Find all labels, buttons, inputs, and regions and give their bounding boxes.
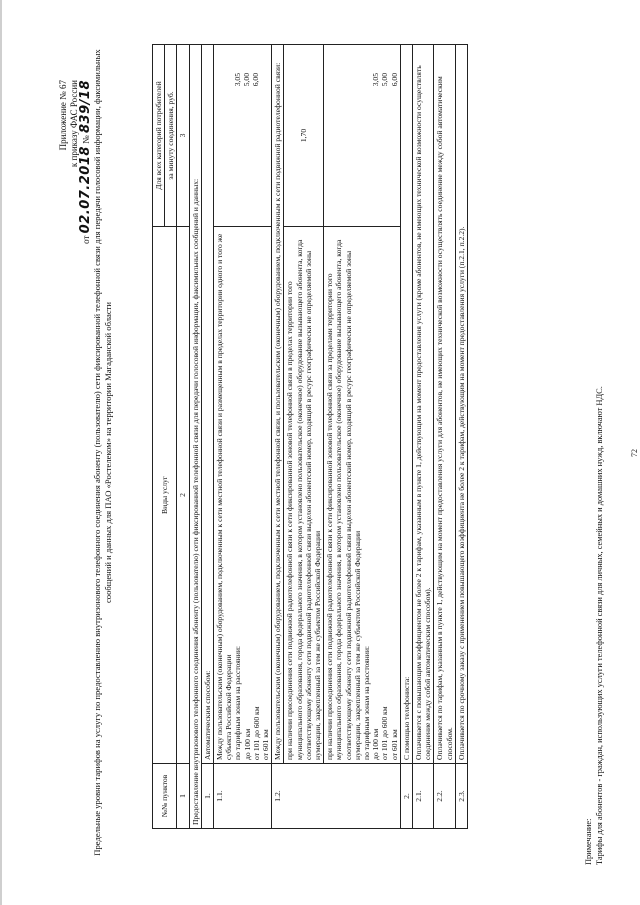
appendix-number: Приложение № 67 [58,80,68,151]
row-1-1-distance-2: от 101 до 600 км [251,706,261,760]
order-date-line [80,80,92,270]
row-1 [201,45,213,829]
section-heading: Предоставление внутризонового телефонного соединения абоненту (пользователю) сети фиксированной телефонной связи для передачи голосовой информации, факсимильных сообщений и данных: [189,45,201,829]
row-1-2-b-distance-label: по тарифным зонам на расстоянии: [362,646,372,760]
index-cell-1: 1 [177,764,189,829]
section-row [189,45,201,829]
row-2-2-number: 2.2. [434,764,455,829]
row-1-2-b-distance-2: от 101 до 600 км [380,706,390,760]
row-1-2-b-price-3: 6,00 [389,73,399,87]
row-2-number: 2. [400,764,412,829]
row-1-1-price-3: 6,00 [251,73,261,87]
row-1-text: Автоматическим способом: [201,45,213,764]
row-1-2 [272,45,284,829]
row-1-2-b-price-1: 3,05 [371,73,381,87]
row-2-3-text: Оплачивается по срочному заказу с применением повышающего коэффициента не более 2 к тарифам, действующим на момент предоставления услуги (п.2.1, п.2.2). [455,45,467,764]
row-1-2-a-text: при наличии присоединения сети подвижной радиотелефонной связи к сети фиксированной зоновой телефонной связи в пределах территории того муниципального образования, города федерального значения, в котором установлено пользовательское (оконечное) оборудование вызывающего абонента, когда соответствующему абоненту сети подвижной радиотелефонной связи выделен абонентский номер, входящий в ресурс географически не определяемой зоны нумерации, закрепленный за тем же субъектом Российской Федерации [284,227,324,764]
row-1-number: 1. [201,764,213,829]
row-2-2-text: Оплачивается по тарифам, указанным в пункте 1, действующим на момент предоставления услуги для абонентов, не имеющих технической возможности осуществлять соединение между собой автоматическим способом. [434,45,455,764]
row-1-2-number: 1.2. [272,764,401,829]
index-cell-2: 2 [177,227,189,764]
row-1-2-b [324,45,401,829]
date-prefix: от [81,235,91,244]
col-header-num: №№ пунктов [153,764,177,829]
row-1-2-b-distance-1: до 100 км [371,728,381,760]
note-title: Примечание: [584,818,593,865]
row-2-2 [434,45,455,829]
row-1-1-service [214,227,272,764]
row-1-2-b-service [324,227,401,764]
row-2 [400,45,412,829]
appendix-header [58,80,92,270]
row-1-2-a-price: 1,70 [284,45,324,227]
col-header-price-bottom: за минуту соединения, руб. [165,45,177,227]
row-2-text: С помощью телефониста: [400,45,412,764]
scan-edge-line [0,0,2,905]
row-1-2-b-distance-3: от 601 км [389,729,399,760]
row-1-1-distance-label: по тарифным зонам на расстоянии: [233,646,243,760]
index-row [177,45,189,829]
row-1-1-price-1: 3,05 [233,73,243,87]
row-2-3-number: 2.3. [455,764,467,829]
col-header-price-top: Для всех категорий потребителей [153,45,165,227]
number-prefix: № [81,135,91,144]
row-1-2-b-prices [324,45,401,227]
row-2-1-text: Оплачивается с повышающим коэффициентом не более 2 к тарифам, указанным в пункте 1, действующим на момент предоставления услуги (кроме абонентов, не имеющих технической возможности осуществлять соединение между собой автоматическим способом). [413,45,434,764]
row-1-1-number: 1.1. [214,764,272,829]
row-1-1-distance-1: до 100 км [242,728,252,760]
tariff-table [152,44,468,829]
header-row [153,45,165,829]
row-1-1-price-2: 5,00 [242,73,252,87]
row-1-1 [214,45,272,829]
col-header-service: Виды услуг [153,227,177,764]
row-1-1-distance-3: от 601 км [261,729,271,760]
row-2-1 [413,45,434,829]
row-1-1-prices [214,45,272,227]
row-1-1-text: Между пользовательским (оконечным) оборудованием, подключенным к сети местной телефонной связи и размещенным в пределах территории одного и того же субъекта Российской Федерации [215,233,234,760]
handwritten-number: 839/18 [78,80,93,133]
row-1-2-a [284,45,324,829]
document-title: Предельные уровни тарифов на услугу по предоставлению внутризонового телефонного соединения абоненту (пользователю) сети фиксированной телефонной связи для передачи голосовой информации, факсимильных сообщений и данных для ПАО «Ростелеком» на территории Магаданской области [92,49,113,856]
row-1-2-b-text: при наличии присоединения сети подвижной радиотелефонной связи к сети фиксированной зоновой телефонной связи за пределами территории того муниципального образования, города федерального значения, в котором установлено пользовательское (оконечное) оборудование вызывающего абонента, когда соответствующему абоненту сети подвижной радиотелефонной связи выделен абонентский номер, входящий в ресурс географически не определяемой зоны нумерации, закрепленный за тем же субъектом Российской Федерации [325,239,362,760]
note-block [583,386,605,865]
row-1-2-b-price-2: 5,00 [380,73,390,87]
row-1-2-text: Между пользовательским (оконечным) оборудованием, подключенным к сети местной телефонной связи, и пользовательским (оконечным) оборудованием, подключенным к сети подвижной радиотелефонной связи: [272,45,284,764]
row-2-3 [455,45,467,829]
page-number: 72 [630,449,639,457]
handwritten-date: 02.07.2018 [78,146,93,234]
row-2-1-number: 2.1. [413,764,434,829]
index-cell-3: 3 [177,45,189,227]
order-reference: к приказу ФАС России [69,80,79,168]
note-text: Тарифы для абонентов - граждан, использующих услуги телефонной связи для личных, семейных и домашних нужд, включают НДС. [595,386,604,865]
